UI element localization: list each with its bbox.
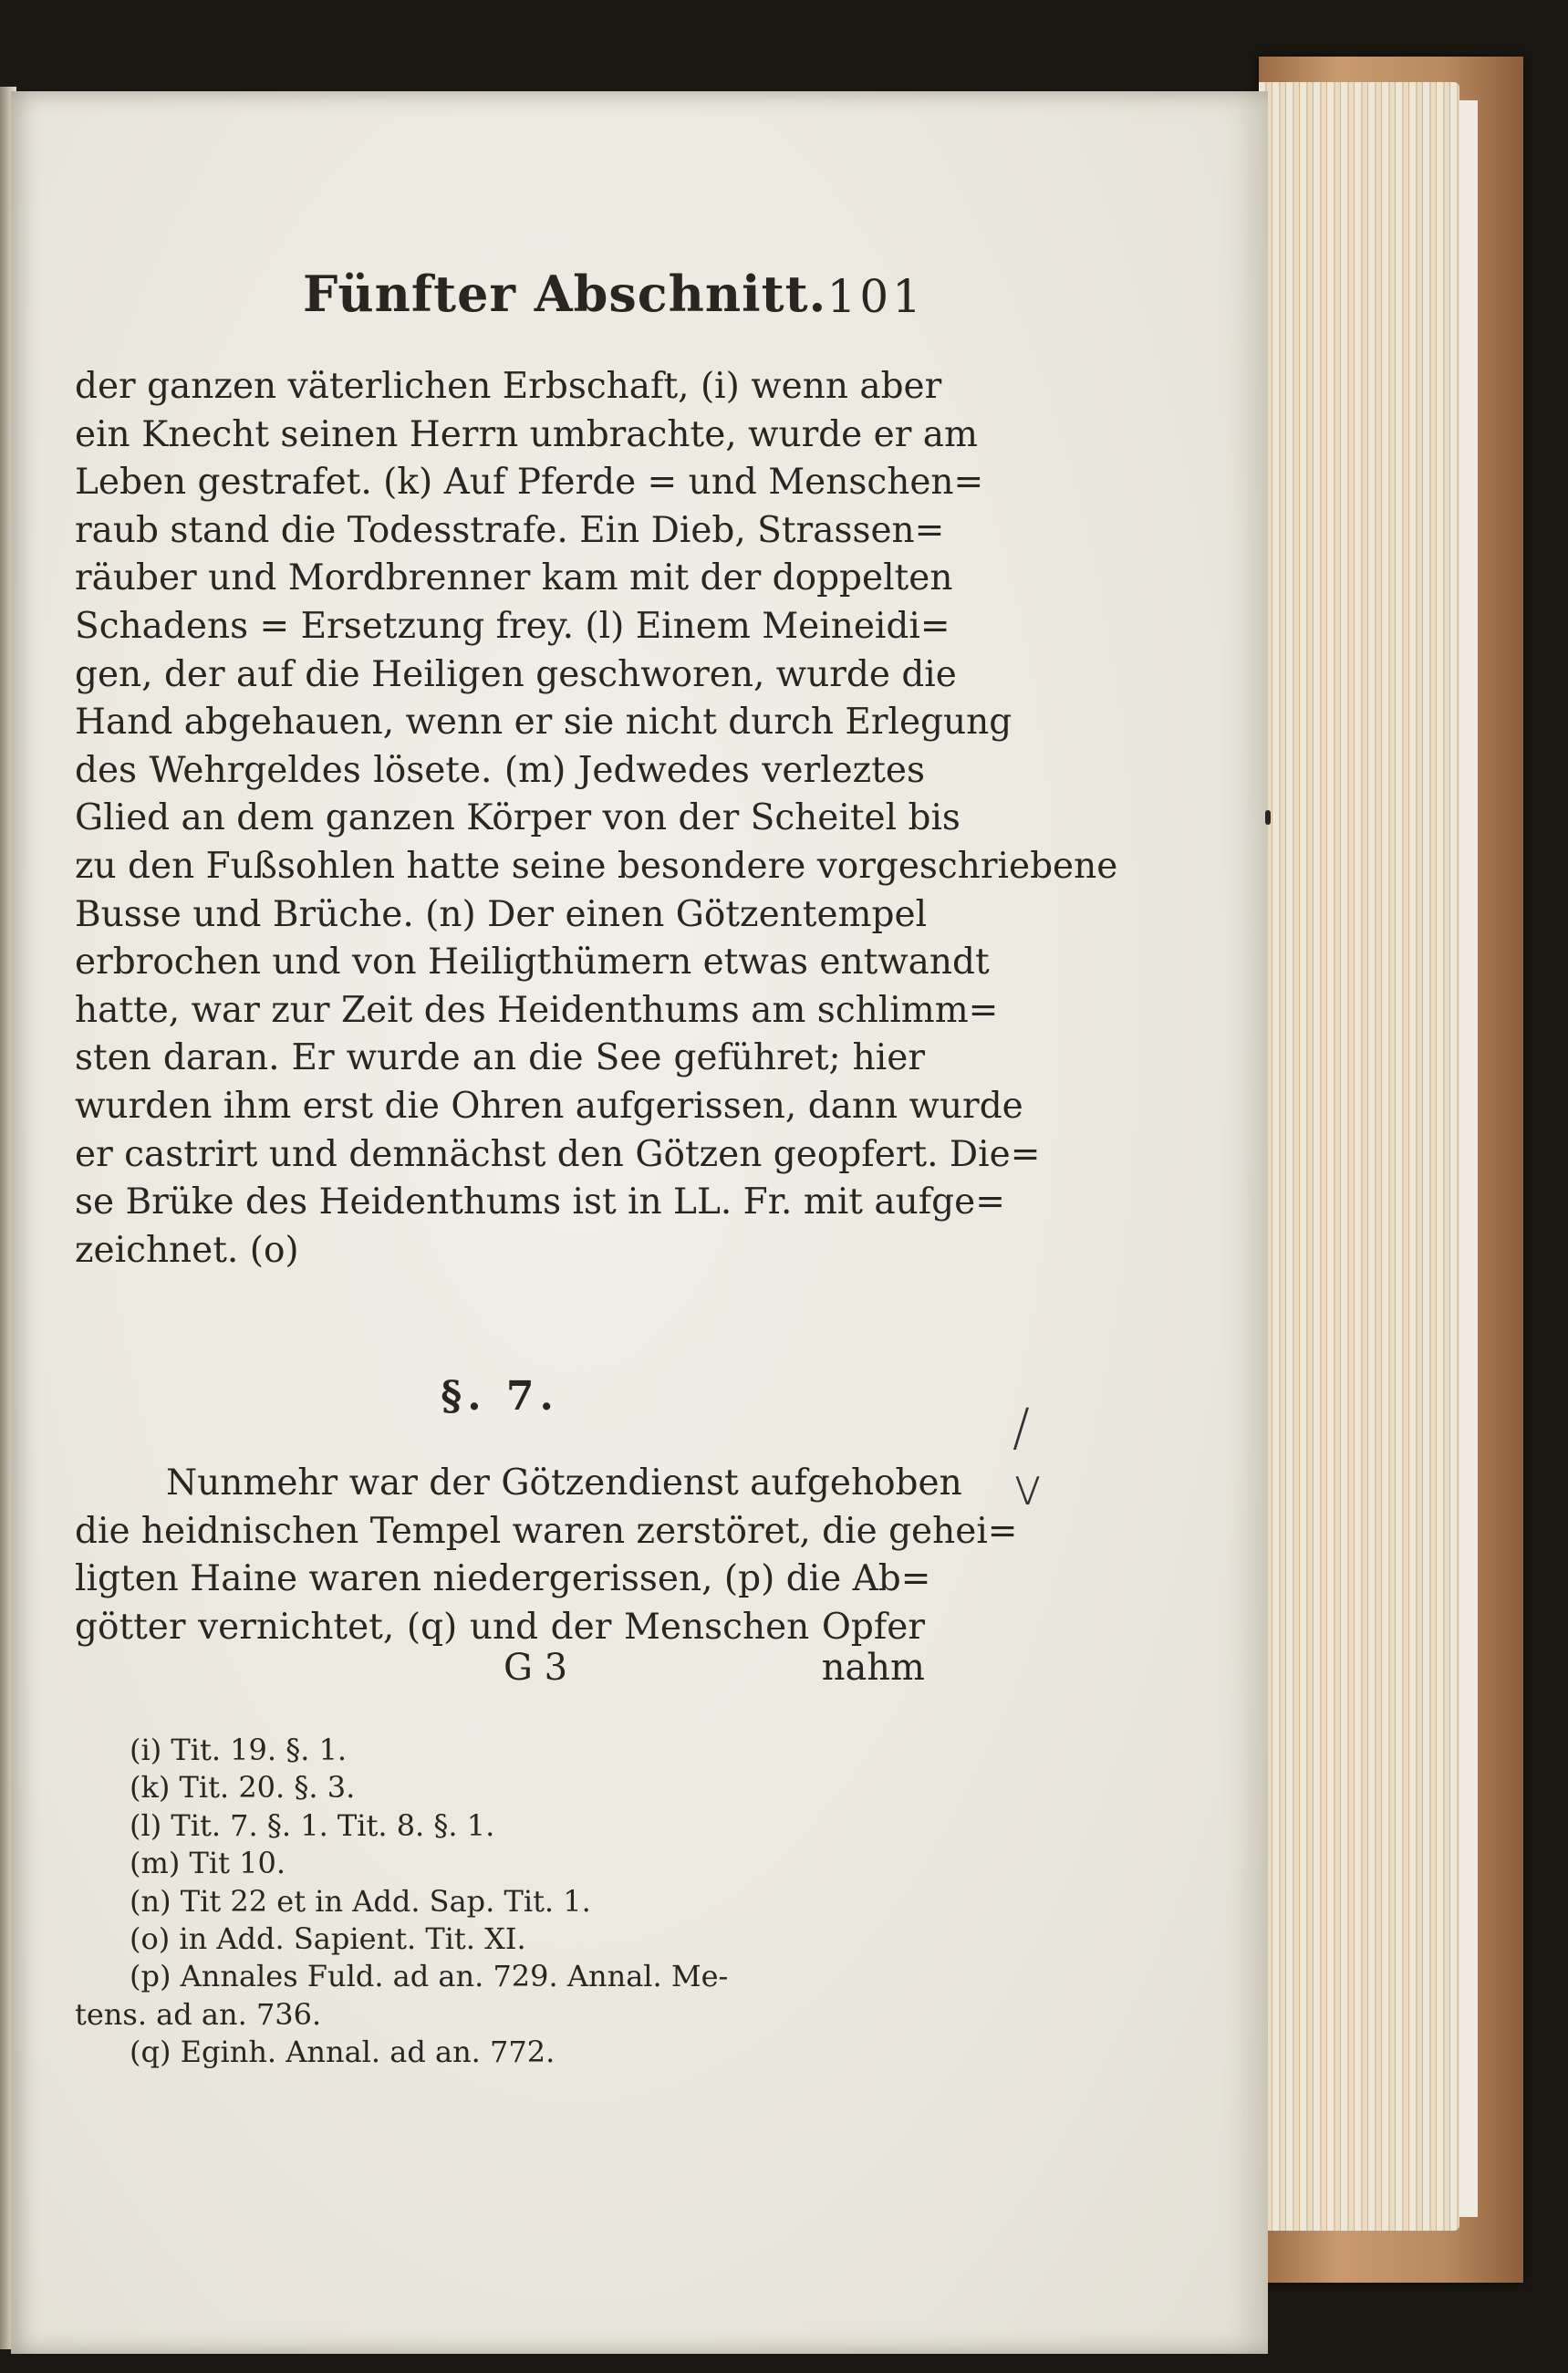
footnote: (i) Tit. 19. §. 1. (130, 1733, 348, 1767)
footnote: (k) Tit. 20. §. 3. (130, 1770, 356, 1806)
text-line: Leben gestrafet. (k) Auf Pferde = und Menschen= (75, 462, 984, 504)
text-line: Nunmehr war der Götzendienst aufgehoben (166, 1462, 962, 1504)
text-line: zu den Fußsohlen hatte seine besondere vorgeschriebene (75, 845, 1118, 887)
text-line: die heidnischen Tempel waren zerstöret, die gehei= (75, 1510, 1018, 1552)
catchword: nahm (821, 1647, 925, 1689)
running-title: Fünfter Abschnitt. (303, 265, 827, 323)
signature-mark: G 3 (504, 1647, 568, 1689)
text-line: hatte, war zur Zeit des Heidenthums am schlimm= (75, 989, 999, 1031)
page-number: 101 (826, 270, 925, 323)
text-line: Glied an dem ganzen Körper von der Scheitel bis (75, 797, 961, 839)
text-line: Schadens = Ersetzung frey. (l) Einem Meineidi= (75, 605, 950, 647)
footnotes (75, 1732, 923, 2072)
running-header (75, 265, 925, 347)
footnote: (q) Eginh. Annal. ad an. 772. (130, 2035, 556, 2070)
book-page (11, 91, 1268, 2354)
signature-row (75, 1647, 925, 1702)
footnote-continuation: tens. ad an. 736. (75, 1996, 322, 2032)
text-line: götter vernichtet, (q) und der Menschen Opfer (75, 1606, 925, 1648)
text-line: der ganzen väterlichen Erbschaft, (i) wenn aber (75, 366, 942, 407)
text-line: räuber und Mordbrenner kam mit der doppelten (75, 557, 953, 599)
text-line: gen, der auf die Heiligen geschworen, wurde die (75, 653, 957, 695)
text-line: zeichnet. (o) (75, 1229, 299, 1271)
footnote: (l) Tit. 7. §. 1. Tit. 8. §. 1. (130, 1807, 495, 1843)
footnote: (o) in Add. Sapient. Tit. XI. (130, 1920, 526, 1956)
text-line: er castrirt und demnächst den Götzen geopfert. Die= (75, 1133, 1041, 1175)
page-edges (1259, 82, 1459, 2231)
text-line: ligten Haine waren niedergerissen, (p) die Ab= (75, 1558, 931, 1600)
paragraph-2 (75, 1460, 1018, 1651)
text-line: des Wehrgeldes lösete. (m) Jedwedes verleztes (75, 749, 925, 791)
handwritten-margin-mark: / v (1012, 1399, 1044, 1517)
footnote: (n) Tit 22 et in Add. Sap. Tit. 1. (130, 1883, 591, 1919)
footnote: (m) Tit 10. (130, 1846, 286, 1881)
text-line: erbrochen und von Heiligthümern etwas entwandt (75, 942, 990, 984)
section-heading: §. 7. (441, 1373, 559, 1420)
text-line: raub stand die Todesstrafe. Ein Dieb, Strassen= (75, 509, 945, 551)
text-line: ein Knecht seinen Herrn umbrachte, wurde er am (75, 413, 979, 455)
text-line: wurden ihm erst die Ohren aufgerissen, dann wurde (75, 1085, 1023, 1127)
text-line: se Brüke des Heidenthums ist in LL. Fr. mit aufge= (75, 1181, 1005, 1223)
ink-speck (1265, 810, 1271, 825)
text-line: sten daran. Er wurde an die See geführet; hier (75, 1037, 925, 1079)
paragraph-1 (75, 363, 1118, 1275)
footnote: (p) Annales Fuld. ad an. 729. Annal. Me- (130, 1959, 729, 1994)
text-line: Busse und Brüche. (n) Der einen Götzentempel (75, 893, 928, 935)
text-line: Hand abgehauen, wenn er sie nicht durch Erlegung (75, 702, 1012, 744)
